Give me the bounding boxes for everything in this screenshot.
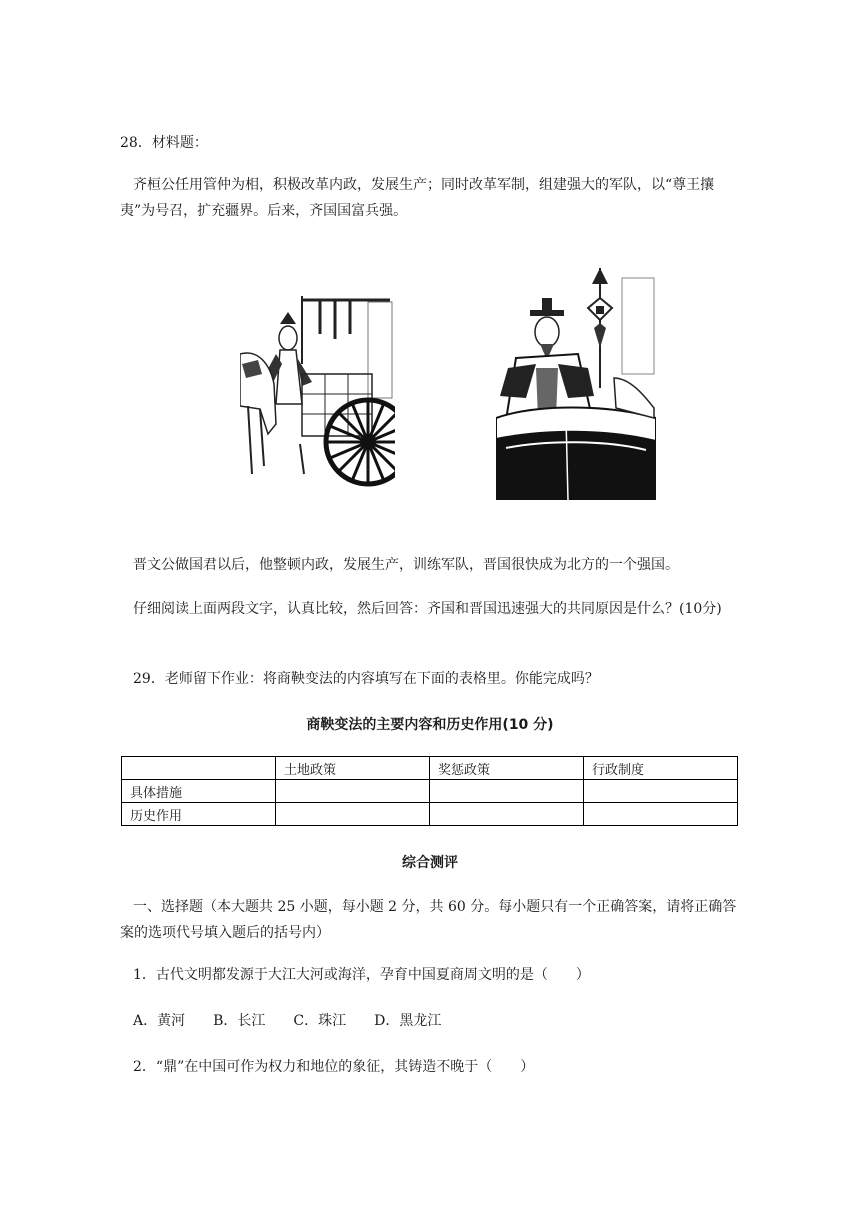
table-header-row bbox=[122, 757, 738, 780]
section-title: 综合测评 bbox=[402, 855, 458, 871]
table-cell[interactable] bbox=[584, 780, 738, 803]
reform-table bbox=[121, 756, 738, 826]
q1-stem: 1．古代文明都发源于大江大河或海洋，孕育中国夏商周文明的是（ ） bbox=[133, 967, 590, 983]
table-title: 商鞅变法的主要内容和历史作用(10 分) bbox=[306, 717, 554, 733]
table-header-cell: 行政制度 bbox=[584, 757, 738, 780]
q28-question: 仔细阅读上面两段文字，认真比较，然后回答：齐国和晋国迅速强大的共同原因是什么？(10分) bbox=[133, 601, 722, 617]
table-header-cell bbox=[122, 757, 276, 780]
q2-stem: 2．“鼎”在中国可作为权力和地位的象征，其铸造不晚于（ ） bbox=[133, 1059, 535, 1075]
q29-text: 29．老师留下作业：将商鞅变法的内容填写在下面的表格里。你能完成吗？ bbox=[133, 671, 599, 687]
duke-wen-illustration bbox=[496, 268, 656, 500]
section-instructions: 一、选择题（本大题共 25 小题，每小题 2 分，共 60 分。每小题只有一个正确答案，请将正确答案的选项代号填入题后的括号内） bbox=[120, 899, 737, 941]
table-cell[interactable] bbox=[584, 803, 738, 826]
q28-title: 28．材料题： bbox=[120, 135, 208, 151]
table-header-cell: 土地政策 bbox=[276, 757, 430, 780]
table-row bbox=[122, 803, 738, 826]
q28-material-1: 齐桓公任用管仲为相，积极改革内政，发展生产；同时改革军制，组建强大的军队，以“尊王攘夷”为号召，扩充疆界。后来，齐国国富兵强。 bbox=[120, 177, 715, 219]
table-cell[interactable] bbox=[276, 780, 430, 803]
q1-options: A．黄河 B．长江 C．珠江 D．黑龙江 bbox=[133, 1013, 442, 1029]
table-cell: 历史作用 bbox=[122, 803, 276, 826]
table-cell[interactable] bbox=[276, 803, 430, 826]
duke-huan-illustration bbox=[240, 294, 395, 494]
table-header-cell: 奖惩政策 bbox=[430, 757, 584, 780]
table-cell: 具体措施 bbox=[122, 780, 276, 803]
table-row bbox=[122, 780, 738, 803]
table-cell[interactable] bbox=[430, 803, 584, 826]
q28-material-2: 晋文公做国君以后，他整顿内政，发展生产，训练军队，晋国很快成为北方的一个强国。 bbox=[133, 557, 679, 573]
table-cell[interactable] bbox=[430, 780, 584, 803]
